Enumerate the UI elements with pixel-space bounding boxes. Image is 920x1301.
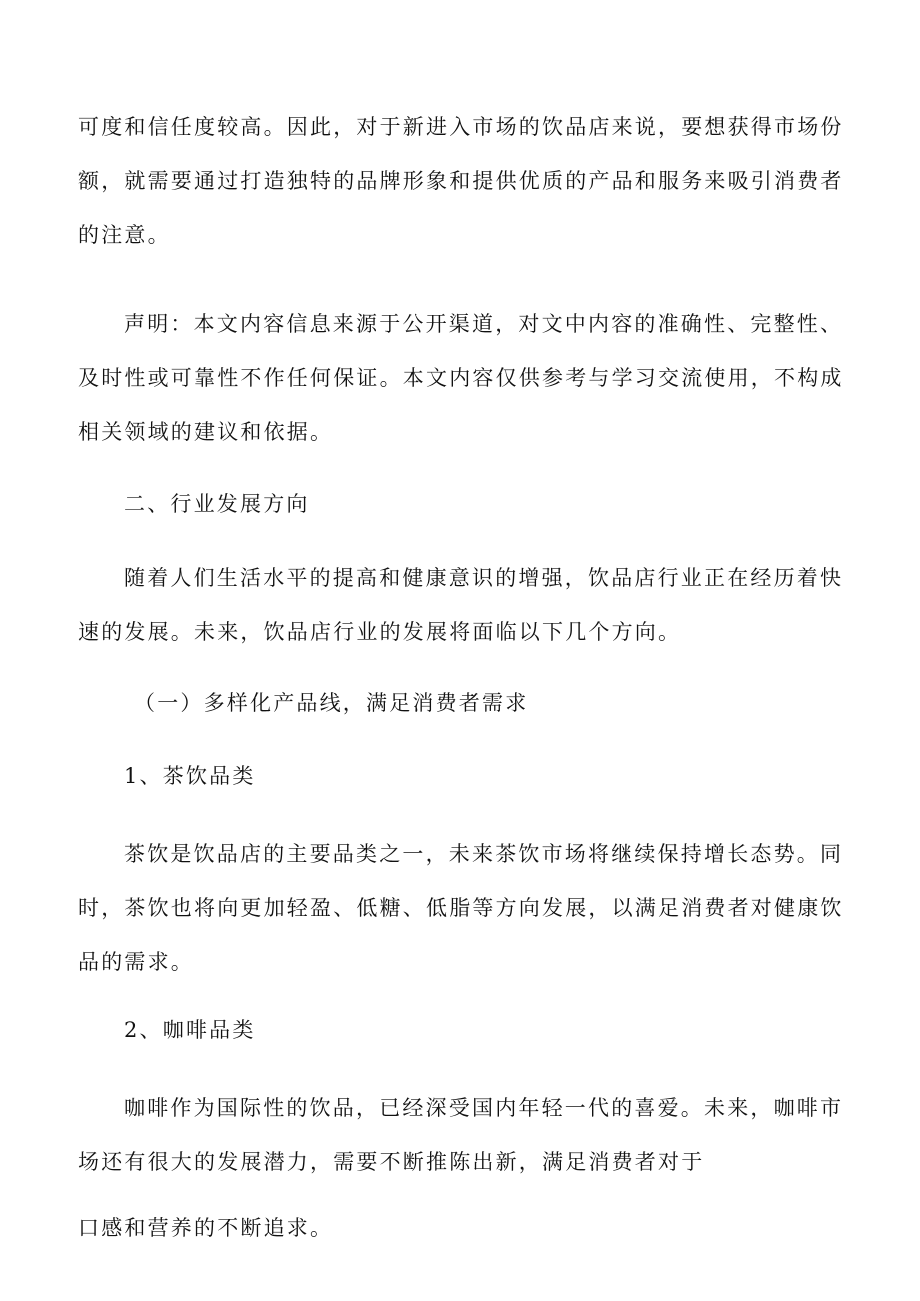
intro-line: 随着人们生活水平的提高和健康意识的增强，饮品店行业正在经历着快 [124, 566, 844, 590]
item-body-line: 咖啡作为国际性的饮品，已经深受国内年轻一代的喜爱。未来，咖啡市 [124, 1096, 844, 1120]
disclaimer-line: 及时性或可靠性不作任何保证。本文内容仅供参考与学习交流使用，不构成 [78, 366, 844, 390]
disclaimer-line: 声明：本文内容信息来源于公开渠道，对文中内容的准确性、完整性、 [124, 312, 844, 336]
paragraph-line: 的注意。 [78, 223, 171, 247]
item-body-line: 品的需求。 [78, 950, 194, 974]
paragraph-line: 可度和信任度较高。因此，对于新进入市场的饮品店来说，要想获得市场份 [78, 115, 844, 139]
item-heading: 2、咖啡品类 [124, 1018, 256, 1042]
disclaimer-line: 相关领域的建议和依据。 [78, 420, 334, 444]
item-heading: 1、茶饮品类 [124, 764, 256, 788]
subsection-heading: （一）多样化产品线，满足消费者需求 [134, 691, 529, 715]
paragraph-line: 额，就需要通过打造独特的品牌形象和提供优质的产品和服务来吸引消费者 [78, 169, 844, 193]
item-body-line: 时，茶饮也将向更加轻盈、低糖、低脂等方向发展，以满足消费者对健康饮 [78, 896, 844, 920]
intro-line: 速的发展。未来，饮品店行业的发展将面临以下几个方向。 [78, 620, 682, 644]
item-body-line: 场还有很大的发展潜力，需要不断推陈出新，满足消费者对于 [78, 1150, 705, 1174]
section-heading: 二、行业发展方向 [124, 492, 310, 516]
item-body-line: 口感和营养的不断追求。 [78, 1216, 334, 1240]
item-body-line: 茶饮是饮品店的主要品类之一，未来茶饮市场将继续保持增长态势。同 [124, 842, 844, 866]
